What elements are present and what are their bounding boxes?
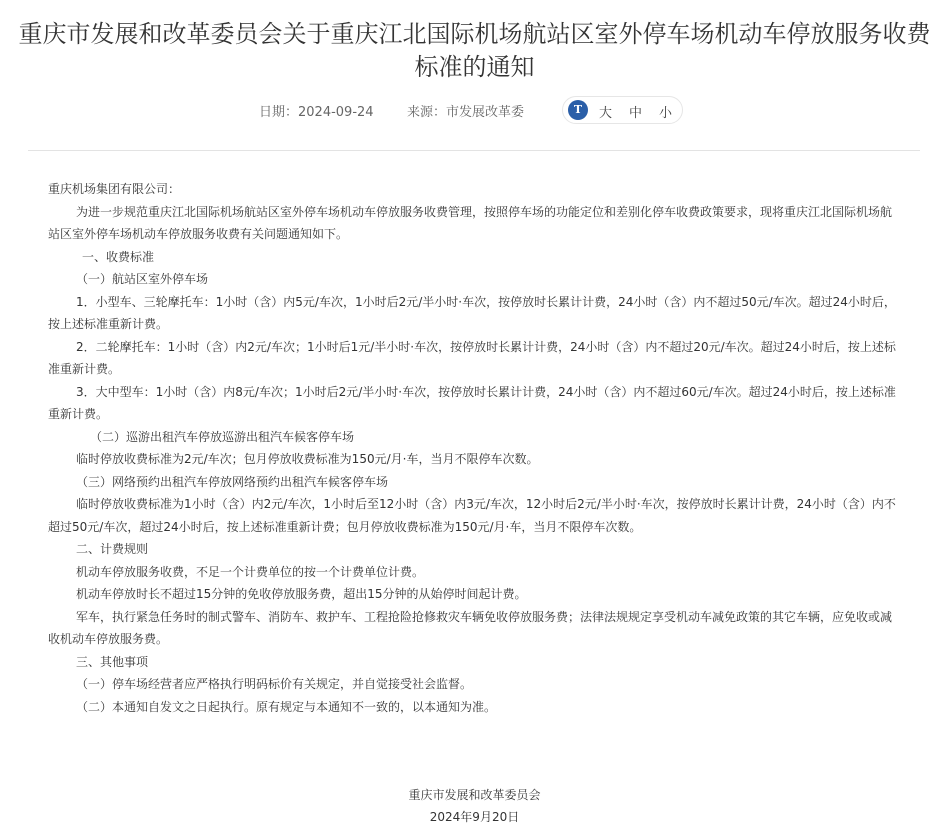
section-2-paragraph-3: 军车，执行紧急任务时的制式警车、消防车、救护车、工程抢险抢修救灾车辆免收停放服务费；法律法规规定享受机动车减免政策的其它车辆，应免收或减收机动车停放服务费。 bbox=[48, 609, 893, 646]
section-1-1-item-2: 2．二轮摩托车：1小时（含）内2元/车次；1小时后1元/半小时·车次，按停放时长累计计费，24小时（含）内不超过20元/车次。超过24小时后，按上述标准重新计费。 bbox=[48, 339, 896, 376]
article-title-line1: 重庆市发展和改革委员会关于重庆江北国际机场航站区室外停车场机动车停放服务收费 bbox=[18, 20, 931, 48]
section-2-paragraph-2: 机动车停放时长不超过15分钟的免收停放服务费，超出15分钟的从始停时间起计费。 bbox=[76, 587, 527, 601]
section-3-heading: 三、其他事项 bbox=[76, 654, 149, 669]
section-1-1-heading: （一）航站区室外停车场 bbox=[76, 272, 209, 286]
article-title bbox=[0, 18, 949, 84]
section-3-paragraph-2: （二）本通知自发文之日起执行。原有规定与本通知不一致的，以本通知为准。 bbox=[76, 699, 497, 714]
font-size-icon: T bbox=[568, 100, 588, 120]
section-2-heading: 二、计费规则 bbox=[76, 542, 149, 556]
section-1-2-text: 临时停放收费标准为2元/车次；包月停放收费标准为150元/月·车，当月不限停车次数。 bbox=[76, 452, 539, 466]
article-source: 来源：市发展改革委 bbox=[407, 105, 525, 120]
section-1-2-heading: （二）巡游出租汽车停放巡游出租汽车候客停车场 bbox=[90, 429, 355, 444]
section-1-1-item-1: 1．小型车、三轮摩托车：1小时（含）内5元/车次，1小时后2元/半小时·车次，按停放时长累计计费，24小时（含）内不超过50元/车次。超过24小时后，按上述标准重新计费。 bbox=[48, 294, 896, 331]
font-size-small-button[interactable]: 小 bbox=[659, 106, 673, 121]
header-divider bbox=[28, 150, 920, 151]
publish-date: 日期：2024-09-24 bbox=[259, 105, 374, 120]
section-1-1-item-3: 3．大中型车：1小时（含）内8元/车次；1小时后2元/半小时·车次，按停放时长累计计费，24小时（含）内不超过60元/车次。超过24小时后，按上述标准重新计费。 bbox=[48, 384, 896, 421]
signature-date: 2024年9月20日 bbox=[429, 810, 520, 824]
section-3-paragraph-1: （一）停车场经营者应严格执行明码标价有关规定，并自觉接受社会监督。 bbox=[76, 677, 473, 691]
article-meta bbox=[0, 96, 949, 124]
font-size-switcher bbox=[562, 96, 683, 124]
section-1-3-text: 临时停放收费标准为1小时（含）内2元/车次，1小时后至12小时（含）内3元/车次，12小时后2元/半小时·车次，按停放时长累计计费，24小时（含）内不超过50元/车次，超过24小时后，按上述标准重新计费；包月停放收费标准为150元/月·车，当月不限停车次数。 bbox=[48, 497, 896, 534]
section-1-3-heading: （三）网络预约出租汽车停放网络预约出租汽车候客停车场 bbox=[76, 474, 389, 489]
section-2-paragraph-1: 机动车停放服务收费，不足一个计费单位的按一个计费单位计费。 bbox=[76, 564, 425, 579]
font-size-medium-button[interactable]: 中 bbox=[629, 106, 643, 121]
intro-paragraph: 为进一步规范重庆江北国际机场航站区室外停车场机动车停放服务收费管理，按照停车场的功能定位和差别化停车收费政策要求，现将重庆江北国际机场航站区室外停车场机动车停放服务收费有关问题通知如下。 bbox=[48, 204, 893, 241]
section-1-heading: 一、收费标准 bbox=[82, 249, 155, 264]
article-title-line2: 标准的通知 bbox=[414, 53, 535, 81]
article-body bbox=[48, 178, 898, 718]
salutation: 重庆机场集团有限公司： bbox=[48, 182, 181, 196]
font-size-large-button[interactable]: 大 bbox=[599, 106, 613, 121]
signature-organization: 重庆市发展和改革委员会 bbox=[408, 788, 541, 802]
